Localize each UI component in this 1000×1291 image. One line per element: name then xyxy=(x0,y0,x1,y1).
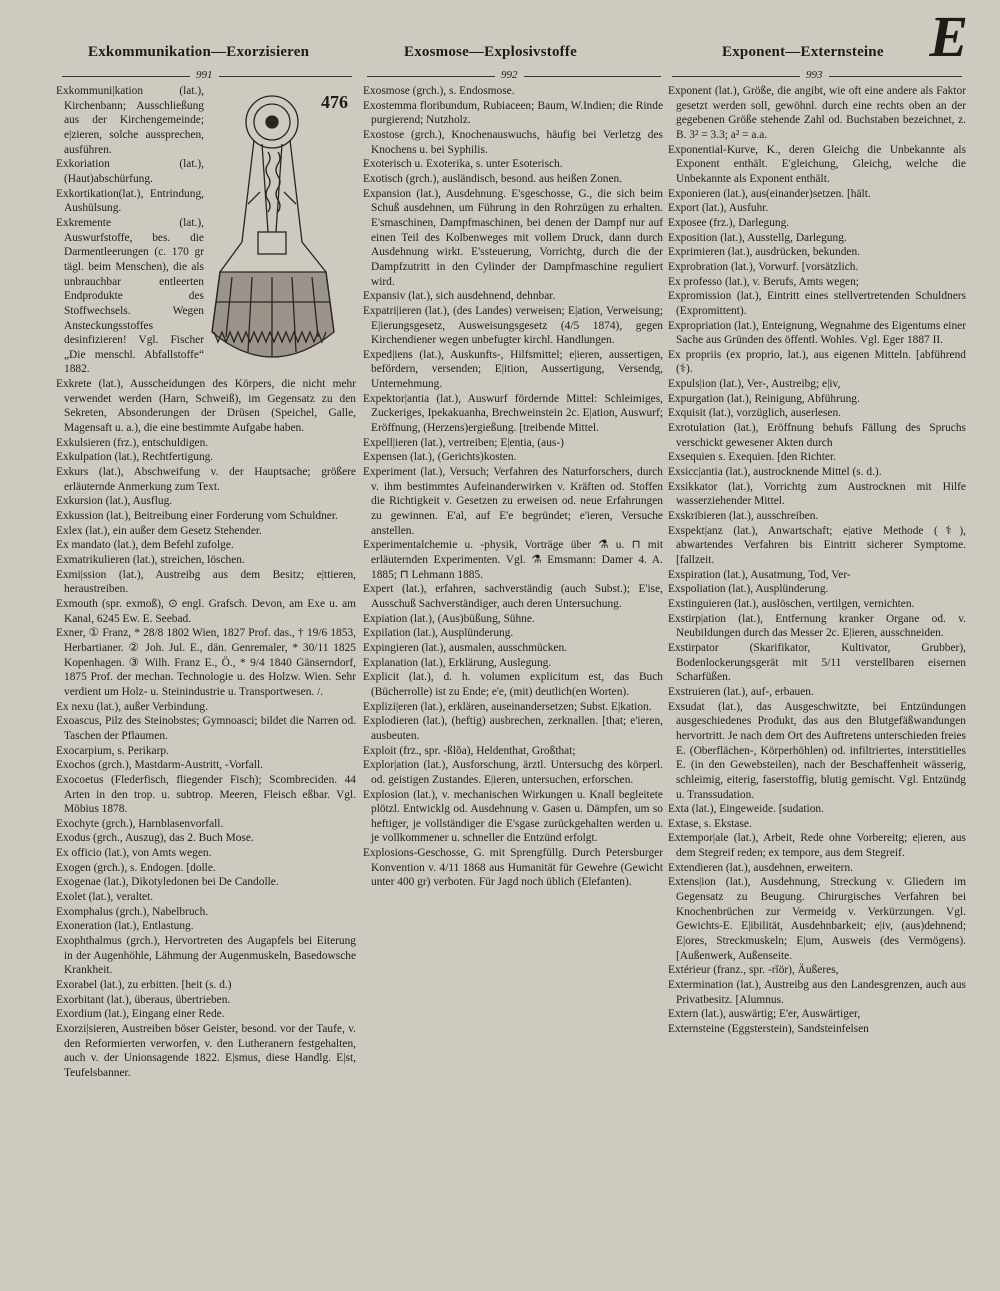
entry: Explosions-Geschosse, G. mit Sprengfüllg. Durch Petersburger Konvention v. 4/11 1868 aus Humanität für Gewehre (Gewicht unter 400 gr) verboten. Für Jagd noch üblich (Elefanten). xyxy=(363,847,663,889)
page-number-left: 991 xyxy=(190,69,219,81)
entry: Exspekt|anz (lat.), Anwartschaft; e|ative Methode (⚕), abwartendes Verfahren bis Eintritt sicherer Symptome. [fallzeit. xyxy=(668,524,966,566)
entry: Exkulpation (lat.), Rechtfertigung. xyxy=(56,451,214,464)
entry: Exochos (grch.), Mastdarm-Austritt, -Vorfall. xyxy=(56,759,263,772)
entry: Exskribieren (lat.), ausschreiben. xyxy=(668,510,819,523)
column-left-entries xyxy=(56,377,356,1081)
entry: Explosion (lat.), v. mechanischen Wirkungen u. Knall begleitete plötzl. Entwicklg od. Ausdehnung v. Gasen u. Dämpfen, um so heftiger, je vollständiger die E'sgase zurückgehalten werden u. je vollkommener u. schneller die Entzünd erfolgt. xyxy=(363,788,663,845)
entry: Exspiration (lat.), Ausatmung, Tod, Ver- xyxy=(668,568,851,581)
entry: Exsicc|antia (lat.), austrocknende Mittel (s. d.). xyxy=(668,466,882,479)
entry: Exodus (grch., Auszug), das 2. Buch Mose. xyxy=(56,832,254,845)
column-middle xyxy=(363,84,663,890)
entry: Extérieur (franz., spr. -rĭör), Äußeres, xyxy=(668,964,839,977)
entry: Extens|ion (lat.), Ausdehnung, Streckung v. Gliedern im Gegensatz zu Beugung. Chirurgisches Verfahren bei Knochenbrüchen zur Vermeidg v. Verkürzungen. Vgl. Gewichts-E. E|ibilität, Ausdehnbarkeit; e|iv, (aus)dehnend; E|ores, Streckmuskeln; E|um, Ausweis (des Vermögens). [Außenwerk, Außenseite. xyxy=(668,876,966,962)
entry: Exrotulation (lat.), Eröffnung behufs Fällung des Spruchs verschickt gewesener Akten durch xyxy=(668,422,966,449)
entry: Exponieren (lat.), aus(einander)setzen. [hält. xyxy=(668,187,871,200)
entry: Exkursion (lat.), Ausflug. xyxy=(56,495,173,508)
entry: Ex officio (lat.), von Amts wegen. xyxy=(56,847,212,860)
entry: Expuls|ion (lat.), Ver-, Austreibg; e|iv, xyxy=(668,378,841,391)
entry: Expansiv (lat.), sich ausdehnend, dehnbar. xyxy=(363,290,556,303)
entry: Exophthalmus (grch.), Hervortreten des Augapfels bei Eiterung in der Augenhöhle, Lähmung der Augenmuskeln, Basedowsche Krankheit. xyxy=(56,935,356,977)
entry: Exocoetus (Flederfisch, fliegender Fisch); Scombreciden. 44 Arten in den trop. u. subtrop. Meeren, Fleisch eßbar. Vgl. Möbius 1878. xyxy=(56,773,356,816)
entry: Exkurs (lat.), Abschweifung v. der Hauptsache; größere erläuternde Anmerkung zum Text. xyxy=(56,466,356,493)
entry: Exomphalus (grch.), Nabelbruch. xyxy=(56,905,209,918)
entry: Exponent (lat.), Größe, die angibt, wie oft eine andere als Faktor gesetzt werden soll, gewöhnl. durch eine rechts oben an der gegebenen Größe stehende Zahl od. Buchstaben bezeichnet, z. B. 3² = 3.3; a² = a.a. xyxy=(668,85,966,141)
entry: Exspoliation (lat.), Ausplünderung. xyxy=(668,583,829,596)
entry: Experiment (lat.), Versuch; Verfahren des Naturforschers, durch v. ihm bestimmtes Aufeinanderwirken v. Kräften od. Stoffen die Richtigkeit v. Gesetzen zu erweisen od. neue Erfahrungen zu gewinnen. E'al, auf E'e begründet; e'ieren, Versuche anstellen. xyxy=(363,466,663,537)
entry: Exta (lat.), Eingeweide. [sudation. xyxy=(668,803,824,816)
entry: Expensen (lat.), (Gerichts)kosten. xyxy=(363,451,517,464)
entry: Extendieren (lat.), ausdehnen, erweitern. xyxy=(668,861,854,874)
entry: Explodieren (lat.), (heftig) ausbrechen, zerknallen. [that; e'ieren, ausbeuten. xyxy=(363,715,663,742)
entry: Exploit (frz., spr. -ßlŏa), Heldenthat, Großthat; xyxy=(363,744,576,757)
entry: Exochyte (grch.), Harnblasenvorfall. xyxy=(56,817,224,830)
entry: Exposition (lat.), Ausstellg, Darlegung. xyxy=(668,231,847,244)
entry: Extern (lat.), auswärtig; E'er, Auswärtiger, xyxy=(668,1008,861,1021)
entry: Exostemma floribundum, Rubiaceen; Baum, W.Indien; die Rinde purgierend; Nutzholz. xyxy=(363,99,663,127)
entry: Exorbitant (lat.), überaus, übertrieben. xyxy=(56,993,231,1006)
entry: Exposee (frz.), Darlegung. xyxy=(668,216,790,229)
entry: Expropriation (lat.), Enteignung, Wegnahme des Eigentums einer Sache aus Gründen des öffentl. Wohles. Vgl. Eger 1887 II. xyxy=(668,319,966,347)
entry: Exped|iens (lat.), Auskunfts-, Hilfsmittel; e|ieren, aussertigen, befördern, versenden; E|ition, Aussertigung, Versendg, Unternehmung. xyxy=(363,348,663,391)
entry: Ex propriis (ex proprio, lat.), aus eigenen Mitteln. [abführend (⚕). xyxy=(668,348,966,376)
entry: Exkulsieren (frz.), entschuldigen. xyxy=(56,436,209,449)
entry: Exoascus, Pilz des Steinobstes; Gymnoasci; bildet die Narren od. Taschen der Pflaumen. xyxy=(56,715,356,742)
entry: Exsudat (lat.), das Ausgeschwitzte, bei Entzündungen ausgeschiedenes Produkt, das aus den Blutgefäßwandungen hervortritt. Je nach dem Ort des Auftretens unterschieden freies E. (Oberflächen-, Körperhöhlen) od. infiltriertes, interstitielles E. (in den Gewebsteilen), nach der Beschaffenheit wässerig, schleimig, eiterig, faserstoffig, blutig gemischt. Vgl. Entzündg u. Transsudation. xyxy=(668,700,966,801)
entry: Export (lat.), Ausfuhr. xyxy=(668,202,769,215)
entry: Exsikkator (lat.), Vorrichtg zum Austrocknen mit Hilfe wasserziehender Mittel. xyxy=(668,480,966,508)
entry: Exkommuni|kation (lat.), Kirchenbann; Ausschließung aus der Kirchengemeinde; e|zieren, solche aussprechen, ausführen. xyxy=(56,85,204,156)
entry: Exotisch (grch.), ausländisch, besond. aus heißen Zonen. xyxy=(363,172,623,185)
entry: Exstruieren (lat.), auf-, erbauen. xyxy=(668,685,814,698)
page-number-right: 993 xyxy=(800,69,829,81)
entry: Exkremente (lat.), Auswurfstoffe, bes. die Darmentleerungen (c. 170 gr tägl. beim Menschen), die als unbrauchbar entleerten Endprodukte des Stoffwechsels. Wegen Ansteckungsstoffes desinfizieren! Vgl. Fischer „Die menschl. Abfallstoffe“ 1882. xyxy=(56,216,204,376)
entry: Exponential-Kurve, K., deren Gleichg die Unbekannte als Exponent enthält. E'gleichung, Gleichg, welche die Unbekannte als Exponent enthält. xyxy=(668,143,966,185)
entry: Expromission (lat.), Eintritt eines stellvertretenden Schuldners (Expromittent). xyxy=(668,290,966,317)
entry: Exocarpium, s. Perikarp. xyxy=(56,744,169,757)
entry: Exmi|ssion (lat.), Austreibg aus dem Besitz; e|ttieren, heraustreiben. xyxy=(56,568,356,596)
entry: Exordium (lat.), Eingang einer Rede. xyxy=(56,1008,225,1021)
entry: Exkoriation (lat.), (Haut)abschürfung. xyxy=(56,158,204,185)
entry: Exostose (grch.), Knochenauswuchs, häufig bei Verletzg des Knochens u. bei Syphilis. xyxy=(363,128,663,156)
entry: Exlex (lat.), ein außer dem Gesetz Stehender. xyxy=(56,524,262,537)
entry: Exkrete (lat.), Ausscheidungen des Körpers, die nicht mehr verwendet werden (Harn, Schweiß), im Gegensatz zu den Sekreten, Absonderungen der Drüsen (Speichel, Galle, Magensaft u. a.), die eine bestimmte Aufgabe haben. xyxy=(56,378,356,435)
entry: Ex professo (lat.), v. Berufs, Amts wegen; xyxy=(668,275,859,288)
entry: Exolet (lat.), veraltet. xyxy=(56,891,154,904)
entry: Extermination (lat.), Austreibg aus den Landesgrenzen, auch aus Privatbesitz. [Alumnus. xyxy=(668,979,966,1006)
entry: Ex mandato (lat.), dem Befehl zufolge. xyxy=(56,539,234,552)
entry: Expiation (lat.), (Aus)büßung, Sühne. xyxy=(363,612,535,625)
entry: Exogenae (lat.), Dikotyledonen bei De Candolle. xyxy=(56,876,279,889)
entry: Exstirpator (Skarifikator, Kultivator, Grubber), Bodenlockerungsgerät mit 5/11 verstellbaren eisernen Scharfüßen. xyxy=(668,641,966,684)
header-right-title: Exponent—Externsteine xyxy=(722,44,884,60)
entry: Exsequien s. Exequien. [den Richter. xyxy=(668,451,836,464)
entry: Exmouth (spr. exmoß), ⊙ engl. Grafsch. Devon, am Exe u. am Kanal, 6245 Ew. E. Seebad. xyxy=(56,597,356,625)
entry: Exmatrikulieren (lat.), streichen, löschen. xyxy=(56,554,245,566)
entry: Expert (lat.), erfahren, sachverständig (auch Subst.); E'ise, Ausschuß Sachverständiger, auch deren Untersuchung. xyxy=(363,583,663,610)
entry: Experimentalchemie u. -physik, Vorträge über ⚗ u. ⊓ mit erläuternden Experimenten. Vgl. ⚗ Emsmann: Damer 4. A. 1885; ⊓ Lehmann 1885. xyxy=(363,539,663,581)
entry: Exkortikation(lat.), Entrindung, Aushülsung. xyxy=(56,187,204,215)
entry: Extase, s. Ekstase. xyxy=(668,817,752,830)
entry: Externsteine (Eggsterstein), Sandsteinfelsen xyxy=(668,1023,869,1035)
entry: Exner, ① Franz, * 28/8 1802 Wien, 1827 Prof. das., † 19/6 1853, Herbartianer. ② Joh. Jul. E., dän. Genremaler, * 30/11 1825 Kopenhagen. ③ Wilh. Franz E., Ö., * 9/4 1840 Gänserndorf, 1875 Prof. der mechan. Technologie u. des Holzw. Wien. Sehr verdient um Holz- u. Steinindustrie u. Transportwesen. /. xyxy=(56,627,356,698)
entry: Exquisit (lat.), vorzüglich, auserlesen. xyxy=(668,407,842,420)
entry: Exprobration (lat.), Vorwurf. [vorsätzlich. xyxy=(668,260,859,273)
entry: Exosmose (grch.), s. Endosmose. xyxy=(363,85,515,97)
entry: Explizi|eren (lat.), erklären, auseinandersetzen; Subst. E|kation. xyxy=(363,700,652,713)
section-letter: E xyxy=(929,4,968,69)
entry: Exorabel (lat.), zu erbitten. [heit (s. d.) xyxy=(56,979,232,992)
entry: Expingieren (lat.), ausmalen, ausschmücken. xyxy=(363,641,568,654)
entry: Exprimieren (lat.), ausdrücken, bekunden. xyxy=(668,246,860,259)
entry: Exorzi|sieren, Austreiben böser Geister, besond. vor der Taufe, v. den Reformierten verworfen, v. den Lutheranern festgehalten, auch v. der Unionsagende 1822. E|smus, diese Handlg. E|st, Teufelsbanner. xyxy=(56,1023,356,1079)
entry: Exoterisch u. Exoterika, s. unter Esoterisch. xyxy=(363,158,563,171)
figure-number: 476 xyxy=(321,92,348,112)
header-middle xyxy=(404,44,577,61)
entry: Exstirp|ation (lat.), Entfernung kranker Organe od. v. Neubildungen durch das Messer 2c. E|ieren, ausschneiden. xyxy=(668,612,966,640)
column-right xyxy=(668,84,966,1037)
header-middle-title: Exosmose—Explosivstoffe xyxy=(404,44,577,60)
entry: Expell|ieren (lat.), vertreiben; E|entia, (aus-) xyxy=(363,436,564,449)
entry: Extempor|ale (lat.), Arbeit, Rede ohne Vorbereitg; e|ieren, aus dem Stegreif reden; ex tempore, aus dem Stegreif. xyxy=(668,832,966,860)
entry: Ex nexu (lat.), außer Verbindung. xyxy=(56,700,208,713)
entry: Expansion (lat.), Ausdehnung. E'sgeschosse, G., die sich beim Schuß ausdehnen, um Führung in den Rohrzügen zu erhalten. E'smaschinen, Dampfmaschinen, bei denen der Dampf nur auf einen Teil des Kolbenweges mit vollem Druck, dann durch Ausdehnung wirkt. E'ssteuerung, Vorrichtg, durch die der Dampfzutritt in den Cylinder der Dampfmaschine reguliert wird. xyxy=(363,187,663,288)
entry: Explicit (lat.), d. h. volumen explicitum est, das Buch (Bücherrolle) ist zu Ende; e'e, (mit) deutlich(en Worten). xyxy=(363,671,663,698)
entry: Exstinguieren (lat.), auslöschen, vertilgen, vernichten. xyxy=(668,597,915,610)
header-left-title: Exkommunikation—Exorzisieren xyxy=(88,44,310,60)
header-right xyxy=(722,44,884,61)
entry: Expurgation (lat.), Reinigung, Abführung. xyxy=(668,392,860,405)
entry: Explanation (lat.), Erklärung, Auslegung. xyxy=(363,656,552,669)
header-left xyxy=(88,44,309,61)
entry: Expatri|ieren (lat.), (des Landes) verweisen; E|ation, Verweisung; E|ierungsgesetz, Ausweisungsgesetz (4/5 1874), gegen Kirchendiener wegen unbefugter kirchl. Handlungen. xyxy=(363,304,663,347)
column-left xyxy=(56,84,356,1081)
column-left-top-entries xyxy=(56,84,356,377)
entry: Exogen (grch.), s. Endogen. [dolle. xyxy=(56,861,216,874)
entry: Expilation (lat.), Ausplünderung. xyxy=(363,627,514,640)
entry: Exkussion (lat.), Beitreibung einer Forderung vom Schuldner. xyxy=(56,510,338,523)
entry: Exoneration (lat.), Entlastung. xyxy=(56,920,194,933)
page-number-middle: 992 xyxy=(495,69,524,81)
entry: Expektor|antia (lat.), Auswurf fördernde Mittel: Schleimiges, Zuckeriges, Ipekakuanha, Brechweinstein 2c. E|ation, Auswurf; Eröffnung, (Herzens)ergießung. [treibende Mittel. xyxy=(363,392,663,435)
entry: Explor|ation (lat.), Ausforschung, ärztl. Untersuchg des körperl. od. geistigen Zustandes. E|ieren, untersuchen, erforschen. xyxy=(363,759,663,786)
